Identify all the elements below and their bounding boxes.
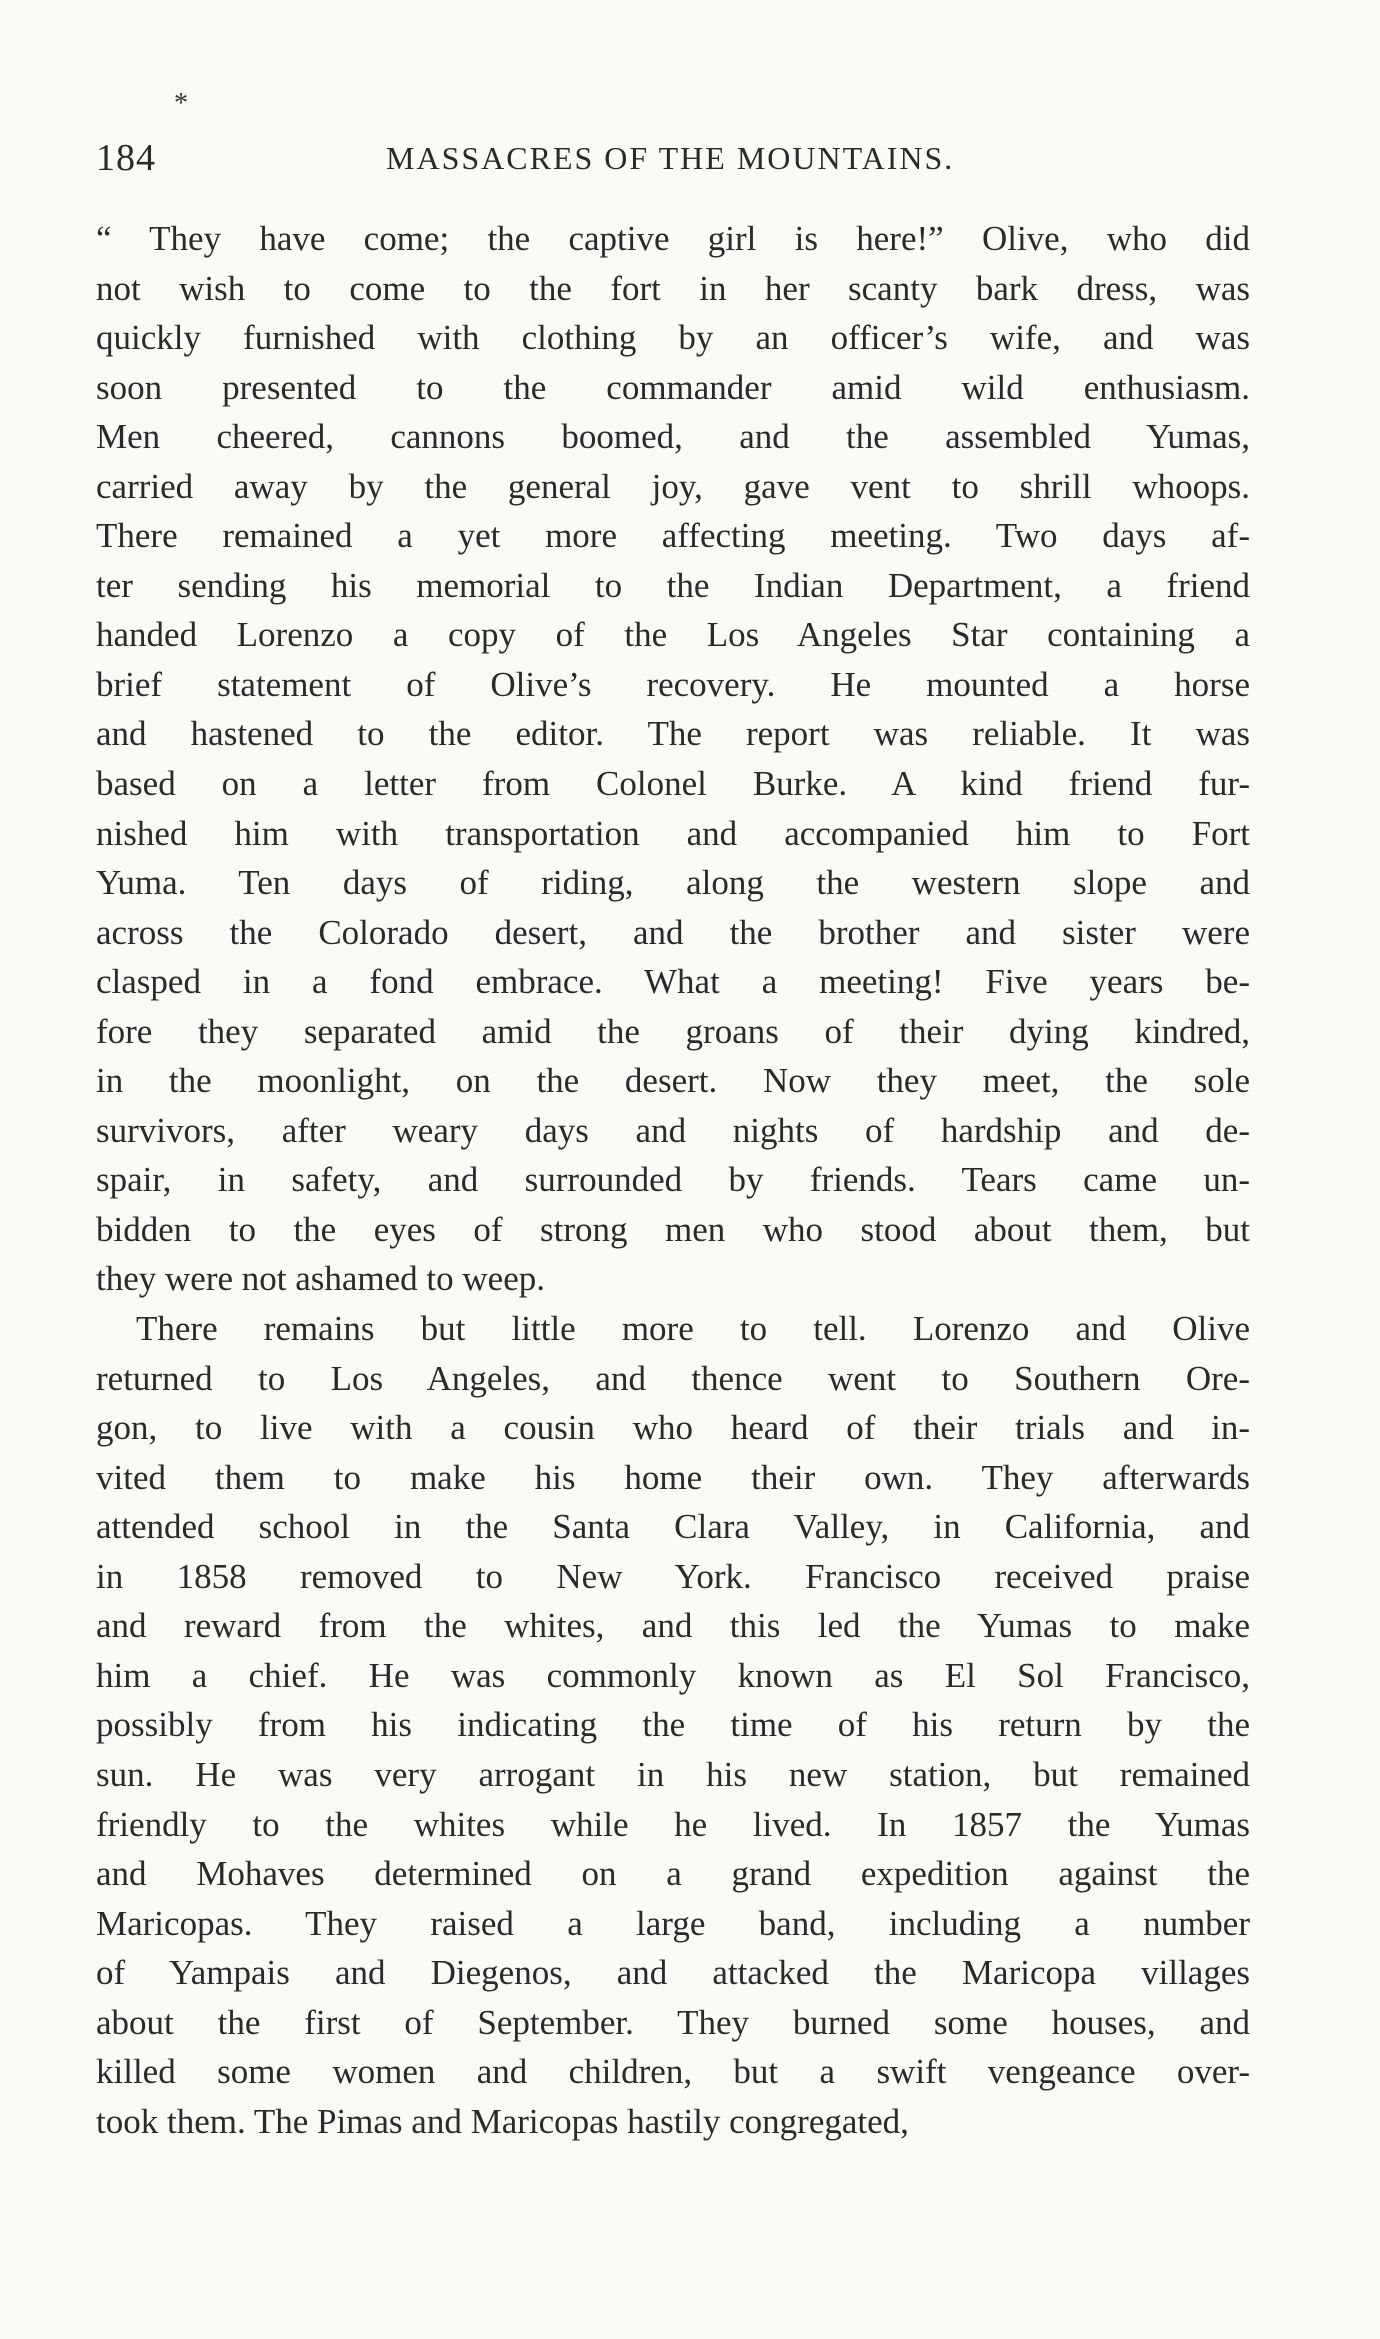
text-line: of Yampais and Diegenos, and attacked the Maricopa villages <box>96 1953 1250 1993</box>
text-line: took them. The Pimas and Maricopas hastily congregated, <box>96 2101 909 2141</box>
page-number: 184 <box>96 137 156 179</box>
text-line: sun. He was very arrogant in his new station, but remained <box>96 1754 1250 1794</box>
text-line: in 1858 removed to New York. Francisco received praise <box>96 1556 1250 1596</box>
text-line: they were not ashamed to weep. <box>96 1259 546 1299</box>
running-title: MASSACRES OF THE MOUNTAINS. <box>386 140 955 176</box>
text-line: There remains but little more to tell. Lorenzo and Olive <box>136 1309 1250 1349</box>
text-line: attended school in the Santa Clara Valley, in California, and <box>96 1507 1250 1547</box>
page-header <box>96 136 1266 186</box>
text-line: not wish to come to the fort in her scanty bark dress, was <box>96 268 1250 308</box>
text-line: about the first of September. They burned some houses, and <box>96 2002 1250 2042</box>
text-line: Men cheered, cannons boomed, and the assembled Yumas, <box>96 417 1250 457</box>
text-line: friendly to the whites while he lived. In 1857 the Yumas <box>96 1804 1250 1844</box>
text-line: across the Colorado desert, and the brother and sister were <box>96 912 1250 952</box>
text-line: Maricopas. They raised a large band, including a number <box>96 1903 1250 1943</box>
text-line: and Mohaves determined on a grand expedition against the <box>96 1854 1250 1894</box>
text-line: vited them to make his home their own. They afterwards <box>96 1457 1250 1497</box>
text-line: spair, in safety, and surrounded by friends. Tears came un- <box>96 1160 1250 1200</box>
text-line: in the moonlight, on the desert. Now they meet, the sole <box>96 1061 1250 1101</box>
text-line: clasped in a fond embrace. What a meeting! Five years be- <box>96 962 1250 1002</box>
text-line: nished him with transportation and accompanied him to Fort <box>96 813 1250 853</box>
text-line: ter sending his memorial to the Indian Department, a friend <box>96 565 1250 605</box>
text-line: There remained a yet more affecting meeting. Two days af- <box>96 516 1250 556</box>
body-text <box>96 214 1250 2146</box>
text-line: possibly from his indicating the time of his return by the <box>96 1705 1250 1745</box>
text-line: him a chief. He was commonly known as El Sol Francisco, <box>96 1655 1250 1695</box>
printer-mark: * <box>174 88 188 119</box>
text-line: quickly furnished with clothing by an officer’s wife, and was <box>96 318 1250 358</box>
text-line: soon presented to the commander amid wild enthusiasm. <box>96 367 1250 407</box>
text-line: Yuma. Ten days of riding, along the western slope and <box>96 863 1250 903</box>
text-line: returned to Los Angeles, and thence went to Southern Ore- <box>96 1358 1250 1398</box>
text-line: carried away by the general joy, gave vent to shrill whoops. <box>96 466 1250 506</box>
text-line: survivors, after weary days and nights of hardship and de- <box>96 1110 1250 1150</box>
text-line: “ They have come; the captive girl is here!” Olive, who did <box>96 219 1250 258</box>
text-line: and hastened to the editor. The report was reliable. It was <box>96 714 1250 754</box>
text-line: fore they separated amid the groans of their dying kindred, <box>96 1011 1250 1051</box>
text-line: killed some women and children, but a swift vengeance over- <box>96 2052 1250 2092</box>
text-line: based on a letter from Colonel Burke. A kind friend fur- <box>96 764 1250 804</box>
text-line: and reward from the whites, and this led the Yumas to make <box>96 1606 1250 1646</box>
text-line: handed Lorenzo a copy of the Los Angeles Star containing a <box>96 615 1250 655</box>
text-line: gon, to live with a cousin who heard of their trials and in- <box>96 1408 1250 1448</box>
text-line: brief statement of Olive’s recovery. He mounted a horse <box>96 664 1250 704</box>
text-line: bidden to the eyes of strong men who stood about them, but <box>96 1209 1250 1249</box>
